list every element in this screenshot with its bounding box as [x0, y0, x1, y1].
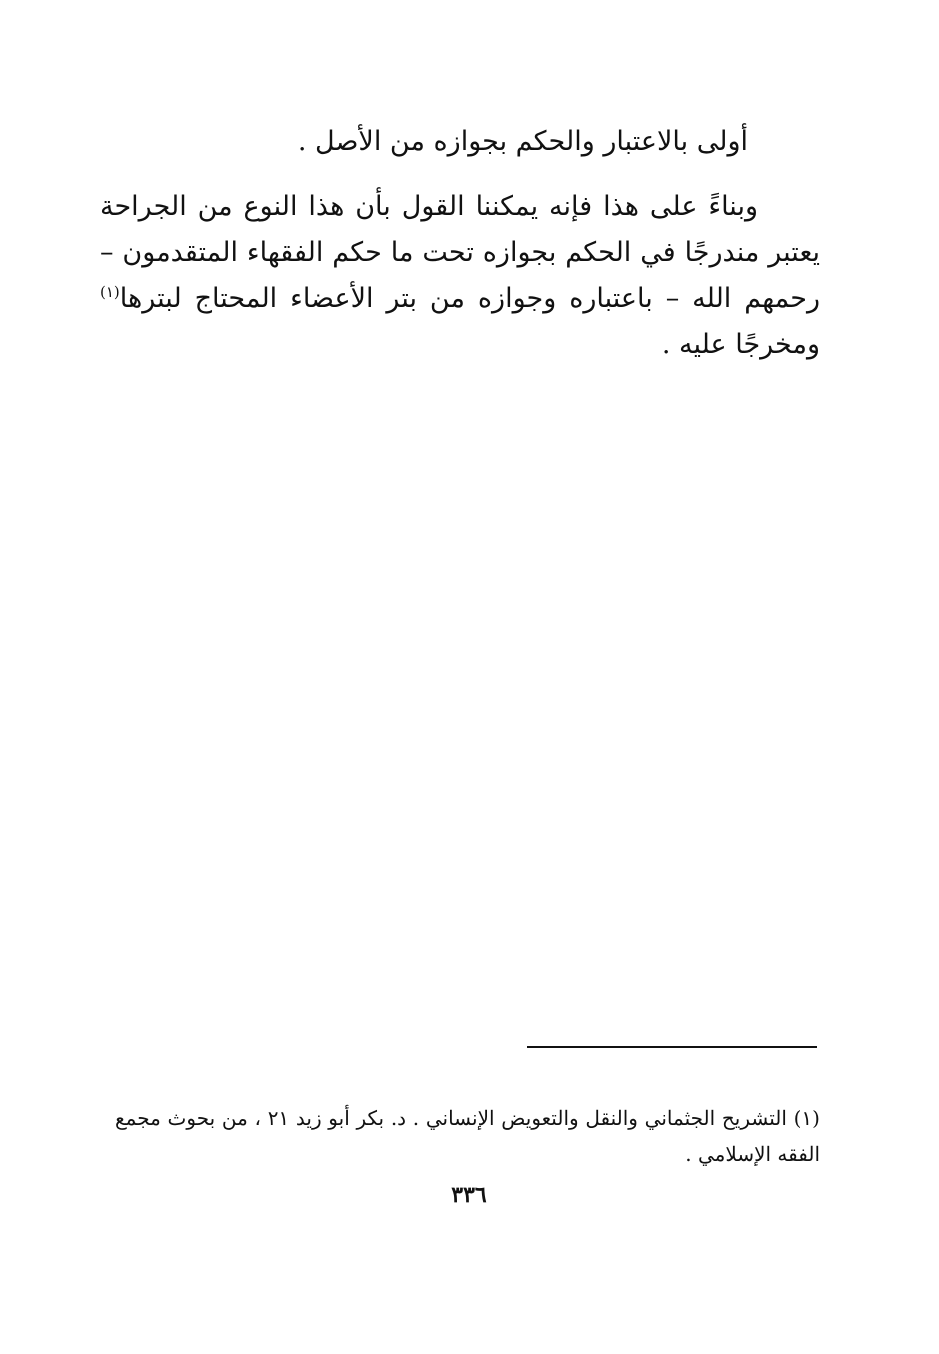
- footnote-reference[interactable]: (١): [100, 283, 120, 301]
- footnote-separator: [527, 1046, 817, 1048]
- paragraph-text: وبناءً على هذا فإنه يمكننا القول بأن هذا النوع من الجراحة يعتبر مندرجًا في الحكم بجوازه تحت ما حكم الفقهاء المتقدمون – رحمهم الله – باعتباره وجوازه من بتر الأعضاء المحتاج لبترها: [100, 191, 820, 314]
- body-paragraph: [100, 184, 820, 368]
- footnote-text: (١) التشريح الجثماني والنقل والتعويض الإنساني . د. بكر أبو زيد ٢١ ، من بحوث مجمع الفقه الإسلامي .: [115, 1106, 820, 1166]
- page-number: ٣٣٦: [451, 1182, 487, 1208]
- body-line-continuation: أولى بالاعتبار والحكم بجوازه من الأصل .: [297, 126, 748, 157]
- paragraph-text-end: ومخرجًا عليه .: [661, 329, 820, 360]
